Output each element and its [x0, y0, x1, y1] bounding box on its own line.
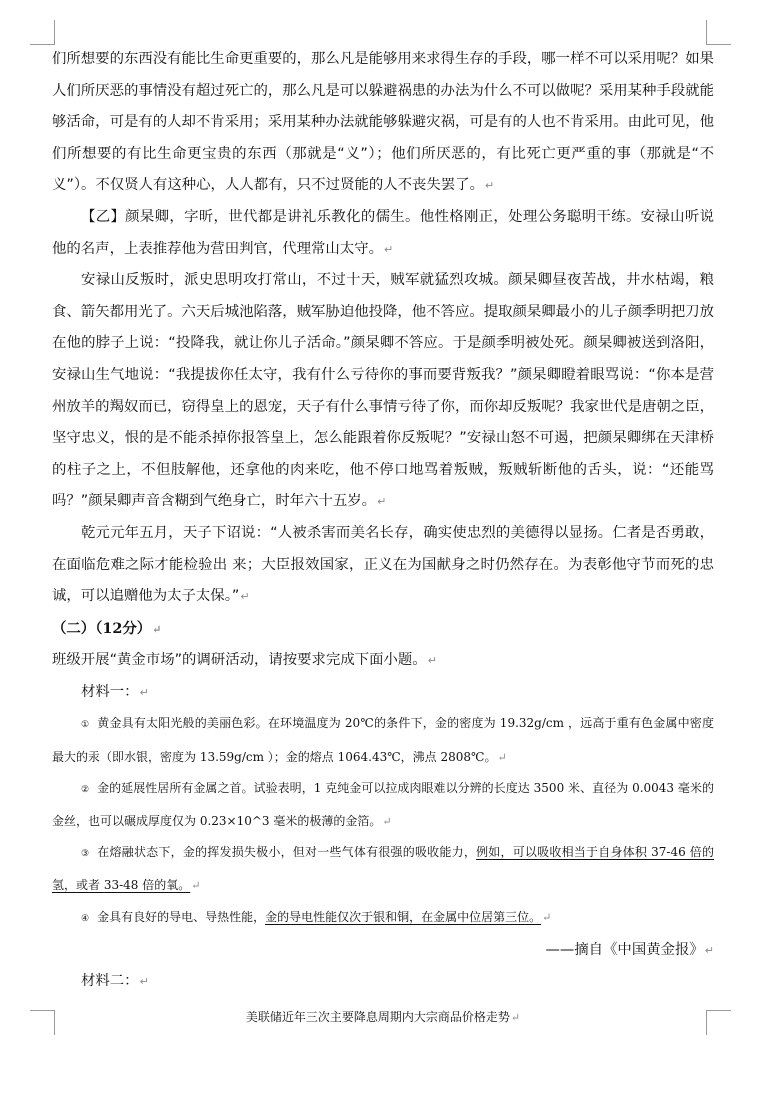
- paragraph-mark-icon: ↵: [427, 654, 437, 668]
- paragraph-text: 乾元元年五月，天子下诏说：“人被杀害而美名长存，确实使忠烈的美德得以显扬。仁者是否勇敢，在面临危难之际才能检验出 来；大臣报效国家，正义在为国献身之时仍然存在。为表彰他守节而死的忠诚，可以追赠他为太子太保。”: [52, 524, 714, 605]
- material-item-2: [52, 773, 714, 837]
- paragraph-text: 【乙】颜杲卿，字昕，世代都是讲礼乐教化的儒生。他性格刚正，处理公务聪明干练。安禄山听说他的名声，上表推荐他为营田判官，代理常山太守。: [52, 208, 714, 257]
- material-text: 金具有良好的导电、导热性能，: [97, 909, 266, 924]
- paragraph-mark-icon: ↵: [382, 815, 392, 829]
- paragraph-mark-icon: ↵: [139, 975, 149, 989]
- document-body: [52, 44, 714, 1033]
- item-number: ①: [81, 720, 90, 731]
- material-item-3: [52, 837, 714, 901]
- section-intro-text: 班级开展“黄金市场”的调研活动，请按要求完成下面小题。: [52, 652, 427, 669]
- material-two-label: [52, 966, 714, 998]
- paragraph-mark-icon: ↵: [484, 179, 495, 193]
- material-text: 在熔融状态下，金的挥发损失极小，但对一些气体有很强的吸收能力，: [97, 845, 477, 860]
- section-heading: [52, 613, 714, 646]
- material-item-4: [52, 902, 714, 935]
- paragraph-yi-intro: [52, 202, 714, 265]
- material-label-text: 材料一：: [81, 683, 139, 700]
- paragraph-mark-icon: ↵: [152, 622, 162, 636]
- material-one-label: [52, 677, 714, 709]
- item-number: ②: [81, 784, 90, 795]
- crop-mark-top-right: [706, 20, 731, 45]
- material-source: [52, 935, 714, 967]
- paragraph-mark-icon: ↵: [377, 495, 387, 509]
- paragraph-mark-icon: ↵: [240, 590, 250, 604]
- crop-mark-top-left: [30, 20, 55, 45]
- material-item-1: [52, 708, 714, 772]
- material-text: 金的延展性居所有金属之首。试验表明，1 克纯金可以拉成肉眼难以分辨的长度达 3500 米、直径为 0.0043 毫米的金丝，也可以碾成厚度仅为 0.23×10^3 毫米的极薄的金箔。: [52, 780, 714, 829]
- material-text: 黄金具有太阳光般的美丽色彩。在环境温度为 20℃的条件下，金的密度为 19.32g/cm ，远高于重有色金属中密度最大的汞（即水银，密度为 13.59g/cm ）；金的熔点 1064.43℃，沸点 2808℃。: [52, 716, 714, 764]
- paragraph-mark-icon: ↵: [704, 943, 714, 957]
- paragraph-yi-edict: [52, 518, 714, 613]
- section-heading-text: （二）（12分）: [52, 619, 152, 637]
- paragraph-mark-icon: ↵: [497, 750, 507, 764]
- paragraph-text: 们所想要的东西没有能比生命更重要的，那么凡是能够用来求得生存的手段，哪一样不可以采用呢？如果人们所厌恶的事情没有超过死亡的，那么凡是可以躲避祸患的办法为什么不可以做呢？采用某种手段就能够活命，可是有的人却不肯采用；采用某种办法就能够躲避灾祸，可是有的人也不肯采用。由此可见，他们所想要的有比生命更宝贵的东西（那就是“义”）；他们所厌恶的，有比死亡更严重的事（那就是“不义”）。不仅贤人有这种心，人人都有，只不过贤能的人不丧失罢了。: [52, 51, 714, 194]
- paragraph-mark-icon: ↵: [542, 910, 552, 924]
- paragraph-mark-icon: ↵: [510, 1011, 521, 1025]
- paragraph-mark-icon: ↵: [139, 685, 149, 699]
- paragraph-mark-icon: ↵: [191, 879, 201, 893]
- paragraph-yi-rebellion: [52, 265, 714, 518]
- underlined-text: 例如，可以吸收相当于自身体积 37-46 倍的氢，或者 33-48 倍的氧。: [52, 845, 714, 893]
- item-number: ④: [81, 913, 90, 924]
- underlined-text: 金的导电性能仅次于银和铜，在金属中位居第三位。: [265, 909, 542, 924]
- caption-text: 美联储近年三次主要降息周期内大宗商品价格走势: [245, 1010, 510, 1025]
- paragraph-translation-jia: [52, 44, 714, 202]
- paragraph-text: 安禄山反叛时，派史思明攻打常山，不过十天，贼军就猛烈攻城。颜杲卿昼夜苦战，井水枯竭，粮食、箭矢都用光了。六天后城池陷落，贼军胁迫他投降，他不答应。提取颜杲卿最小的儿子颜季明把刀放在他的脖子上说：“投降我，就让你儿子活命。”颜杲卿不答应。于是颜季明被处死。颜杲卿被送到洛阳，安禄山生气地说：“我提拔你任太守，我有什么亏待你的事而要背叛我？”颜杲卿瞪着眼骂说：“你本是营州放羊的羯奴而已，窃得皇上的恩宠，天子有什么事情亏待了你，而你却反叛呢？我家世代是唐朝之臣，坚守忠义，恨的是不能杀掉你报答皇上，怎么能跟着你反叛呢？”安禄山怒不可遏，把颜杲卿绑在天津桥的柱子之上，不但肢解他，还拿他的肉来吃，他不停口地骂着叛贼，叛贼斩断他的舌头，说：“还能骂吗？”颜杲卿声音含糊到气绝身亡，时年六十五岁。: [52, 272, 714, 510]
- chart-caption: [52, 1002, 714, 1033]
- paragraph-mark-icon: ↵: [384, 242, 394, 256]
- item-number: ③: [81, 849, 90, 860]
- section-intro: [52, 645, 714, 677]
- material-label-text: 材料二：: [81, 973, 139, 990]
- source-text: ——摘自《中国黄金报》: [545, 941, 704, 958]
